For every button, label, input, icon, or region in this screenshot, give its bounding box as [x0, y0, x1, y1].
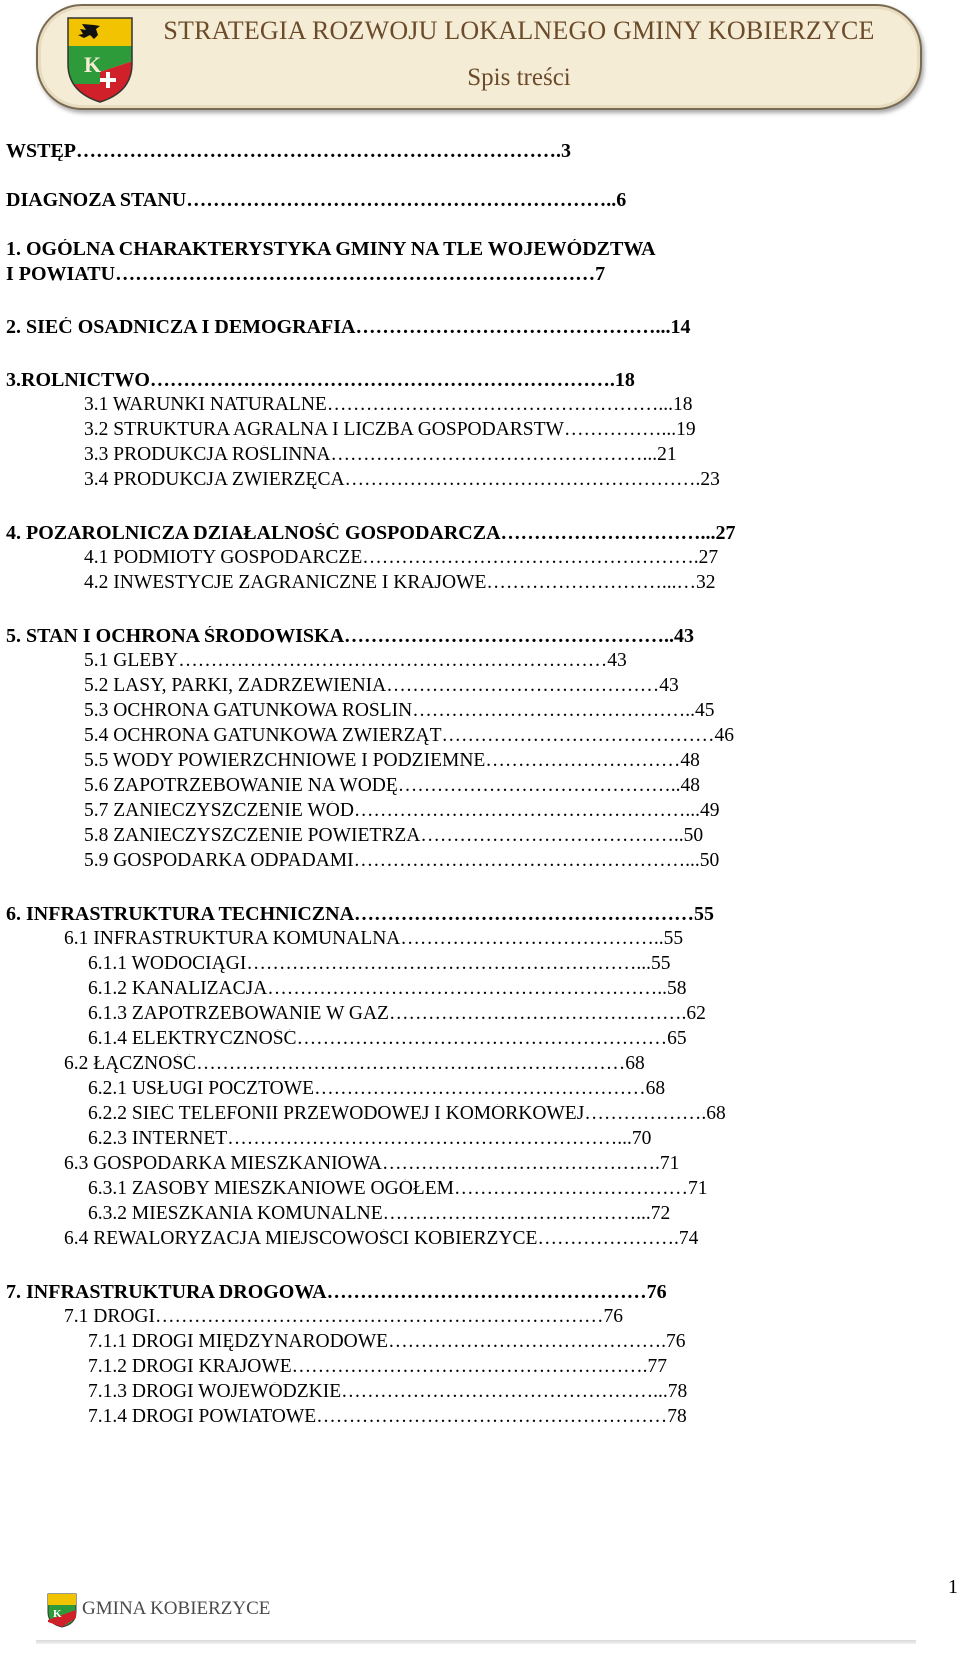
toc-entry[interactable]: [6, 190, 844, 210]
toc-entry-title: 5.1 GLEBY: [84, 651, 179, 671]
toc-entry-page: 58: [667, 979, 687, 999]
toc-entry-title: 6.1.4 ELEKTRYCZNOŚĆ: [88, 1029, 297, 1049]
toc-entry[interactable]: [84, 726, 852, 746]
toc-entry-leader: ……………………………………………….: [344, 470, 701, 490]
svg-text:K: K: [53, 1608, 62, 1620]
toc-entry-leader: ……………………………………………….: [291, 1357, 648, 1377]
toc-entry-page: 49: [700, 801, 720, 821]
toc-entry-page: 45: [695, 701, 715, 721]
footer-divider: [36, 1640, 916, 1644]
toc-entry-title: DIAGNOZA STANU: [6, 190, 187, 210]
toc-entry[interactable]: [84, 851, 852, 871]
toc-entry-title: 5.2 LASY, PARKI, ZADRZEWIENIA: [84, 676, 387, 696]
toc-entry-title: 4. POZAROLNICZA DZIAŁALNOŚĆ GOSPODARCZA: [6, 523, 501, 543]
toc-entry-title: 2. SIEĆ OSADNICZA I DEMOGRAFIA: [6, 317, 356, 337]
toc-entry-page: 55: [650, 954, 671, 974]
toc-entry-page: 50: [699, 851, 720, 871]
toc-entry[interactable]: [84, 420, 854, 440]
toc-entry-page: 27: [698, 548, 719, 568]
toc-entry[interactable]: [84, 751, 852, 771]
toc-entry[interactable]: [84, 801, 852, 821]
page-number: 1: [948, 1576, 958, 1598]
toc-entry[interactable]: [6, 264, 844, 284]
toc-entry-page: 14: [670, 317, 691, 337]
toc-entry[interactable]: [6, 523, 852, 543]
toc-entry-page: 48: [680, 751, 700, 771]
toc-entry[interactable]: [84, 826, 852, 846]
toc-entry-title: 6.2.3 INTERNET: [88, 1129, 228, 1149]
toc-entry-page: 19: [676, 420, 696, 440]
toc-entry-leader: ……………………………………….: [388, 1004, 687, 1024]
toc-entry-leader: ………………………………………………………..: [186, 190, 617, 210]
toc-entry[interactable]: [6, 317, 848, 337]
toc-entry[interactable]: [88, 1029, 854, 1049]
toc-entry-title: 3.1 WARUNKI NATURALNE: [84, 395, 327, 415]
toc-entry[interactable]: [88, 1079, 854, 1099]
toc-entry-page: 78: [667, 1407, 687, 1427]
toc-entry-leader: ……………………………………………...: [353, 801, 701, 821]
toc-entry-page: 18: [614, 370, 635, 390]
toc-entry-page: 71: [687, 1179, 708, 1199]
toc-entry[interactable]: [84, 701, 852, 721]
toc-entry[interactable]: [84, 776, 852, 796]
toc-entry-title: 6.2 ŁĄCZNOŚĆ: [64, 1054, 197, 1074]
toc-entry[interactable]: [84, 676, 852, 696]
toc-entry-leader: …………………………………..: [420, 826, 684, 846]
toc-entry-page: 68: [625, 1054, 645, 1074]
toc-entry-leader: …………………………………….: [388, 1332, 666, 1352]
toc-entry[interactable]: [88, 1129, 854, 1149]
toc-entry-leader: …………………………………………...: [341, 1382, 668, 1402]
toc-entry-leader: ……………………………………..: [397, 776, 681, 796]
toc-entry-title: 5.8 ZANIECZYSZCZENIE POWIETRZA: [84, 826, 421, 846]
toc-heading: Spis treści: [467, 64, 571, 91]
toc-entry-title: 6.2.2 SIEĆ TELEFONII PRZEWODOWEJ I KOMÓRKOWEJ: [88, 1104, 585, 1124]
toc-entry-page: 68: [645, 1079, 666, 1099]
toc-entry-page: 72: [650, 1204, 671, 1224]
toc-entry-leader: ………………………………………………: [316, 1407, 668, 1427]
toc-entry[interactable]: [88, 954, 854, 974]
toc-entry[interactable]: [88, 1332, 854, 1352]
toc-entry-page: 43: [607, 651, 627, 671]
toc-entry-title: 5.5 WODY POWIERZCHNIOWE I PODZIEMNE: [84, 751, 486, 771]
toc-entry-page: 46: [714, 726, 734, 746]
footer-coat-of-arms-logo: [46, 1592, 78, 1628]
toc-entry-title: WSTĘP: [6, 141, 77, 161]
toc-entry-page: 62: [686, 1004, 706, 1024]
toc-entry[interactable]: [6, 904, 848, 924]
toc-entry-title: 6.1.3 ZAPOTRZEBOWANIE W GAZ: [88, 1004, 389, 1024]
toc-entry-title: 5.6 ZAPOTRZEBOWANIE NA WODĘ: [84, 776, 398, 796]
toc-entry[interactable]: [88, 1407, 854, 1427]
toc-entry-leader: ……………………………………………………………….: [76, 141, 562, 161]
toc-entry-leader: ……………………………………: [386, 676, 660, 696]
toc-entry-title: 5.4 OCHRONA GATUNKOWA ZWIERZĄT: [84, 726, 442, 746]
toc-entry-title: 7.1.1 DROGI MIĘDZYNARODOWE: [88, 1332, 389, 1352]
toc-entry[interactable]: [6, 1282, 846, 1302]
toc-entry[interactable]: [6, 141, 850, 161]
toc-entry-page: 55: [663, 929, 684, 949]
toc-entry-title: 5.3 OCHRONA GATUNKOWA ROŚLIN: [84, 701, 413, 721]
toc-entry-page: 74: [678, 1229, 699, 1249]
toc-entry-leader: ……………………………………..: [412, 701, 696, 721]
toc-entry-leader: ……………………………………………...: [326, 395, 673, 415]
toc-entry-leader: ……………...: [563, 420, 677, 440]
toc-entry-page: 76: [646, 1282, 667, 1302]
toc-entry-leader: ……………………………………………………………: [155, 1307, 604, 1327]
toc-entry-title: 4.1 PODMIOTY GOSPODARCZE: [84, 548, 363, 568]
toc-entry-leader: ……………………………………: [441, 726, 715, 746]
toc-entry-leader: ……………………………………………………..: [267, 979, 668, 999]
toc-entry-title: 3.4 PRODUKCJA ZWIERZĘCA: [84, 470, 345, 490]
toc-entry-title: 5.7 ZANIECZYSZCZENIE WÓD: [84, 801, 354, 821]
toc-entry[interactable]: [64, 1054, 854, 1074]
toc-entry[interactable]: [64, 929, 854, 949]
toc-entry-page: 27: [715, 523, 736, 543]
toc-entry-page: 32: [696, 573, 716, 593]
toc-entry-page: 70: [631, 1129, 652, 1149]
toc-entry-leader: ……………………………………………...: [353, 851, 700, 871]
toc-entry[interactable]: [84, 470, 854, 490]
toc-entry[interactable]: [88, 1179, 854, 1199]
toc-entry-title: 7.1 DROGI: [64, 1307, 155, 1327]
toc-entry-title: 6.3.2 MIESZKANIA KOMUNALNE: [88, 1204, 383, 1224]
toc-entry-title: 6.3.1 ZASOBY MIESZKANIOWE OGÓŁEM: [88, 1179, 454, 1199]
toc-entry-title: 5.9 GOSPODARKA ODPADAMI: [84, 851, 354, 871]
toc-entry[interactable]: [64, 1229, 854, 1249]
document-title: STRATEGIA ROZWOJU LOKALNEGO GMINY KOBIERZYCE: [163, 16, 875, 45]
toc-entry-title: 6.1.1 WODOCIĄGI: [88, 954, 247, 974]
toc-entry[interactable]: [88, 979, 854, 999]
toc-entry-leader: …………………………………………..: [344, 626, 675, 646]
toc-entry[interactable]: [88, 1004, 854, 1024]
toc-entry[interactable]: [88, 1357, 854, 1377]
toc-entry-page: 6: [616, 190, 627, 210]
toc-entry-title: 5. STAN I OCHRONA ŚRODOWISKA: [6, 626, 345, 646]
toc-entry-page: 3: [561, 141, 572, 161]
toc-entry-title: 7.1.2 DROGI KRAJOWE: [88, 1357, 292, 1377]
toc-entry-page: 50: [683, 826, 704, 846]
toc-entry-page: 55: [694, 904, 715, 924]
toc-entry-page: 43: [659, 676, 679, 696]
toc-entry[interactable]: [88, 1104, 854, 1124]
toc-entry-title: 6.2.1 USŁUGI POCZTOWE: [88, 1079, 315, 1099]
toc-entry-page: 43: [674, 626, 695, 646]
toc-entry-leader: ……………………………………………………...: [246, 954, 651, 974]
toc-entry-page: 65: [667, 1029, 687, 1049]
toc-entry-page: 23: [700, 470, 720, 490]
toc-entry-leader: ………………………………: [453, 1179, 688, 1199]
toc-entry[interactable]: [6, 370, 848, 390]
toc-entry-leader: ……………………………………………: [354, 904, 695, 924]
toc-entry-title: 3.ROLNICTWO: [6, 370, 150, 390]
toc-entry-leader: ……………………………………………: [314, 1079, 646, 1099]
toc-entry[interactable]: [64, 1307, 854, 1327]
svg-text:K: K: [84, 52, 102, 77]
toc-entry-leader: …………………………………….: [381, 1154, 660, 1174]
toc-entry[interactable]: [84, 548, 854, 568]
toc-entry-title: 6.1.2 KANALIZACJA: [88, 979, 268, 999]
toc-entry-title: 3.2 STRUKTURA AGRALNA I LICZBA GOSPODARSTW: [84, 420, 564, 440]
toc-entry[interactable]: [84, 651, 852, 671]
toc-entry-page: 21: [657, 445, 677, 465]
toc-entry-title: 6.3 GOSPODARKA MIESZKANIOWA: [64, 1154, 382, 1174]
toc-entry-leader: …………………………………..: [400, 929, 664, 949]
toc-entry-page: 77: [647, 1357, 668, 1377]
toc-entry[interactable]: [6, 239, 730, 259]
toc-entry-leader: …………………………………………………: [296, 1029, 668, 1049]
toc-entry-title: 7.1.3 DROGI WOJEWÓDZKIE: [88, 1382, 342, 1402]
toc-entry-title: I POWIATU: [6, 264, 116, 284]
toc-entry-leader: …………………………………………………………: [196, 1054, 626, 1074]
toc-entry-page: 76: [665, 1332, 686, 1352]
toc-entry-leader: ………………….: [537, 1229, 679, 1249]
toc-entry-page: 18: [672, 395, 693, 415]
toc-entry-leader: …………………………………………….: [362, 548, 699, 568]
toc-entry[interactable]: [84, 573, 852, 593]
toc-entry-title: 1. OGÓLNA CHARAKTERYSTYKA GMINY NA TLE WOJEWÓDZTWA: [6, 239, 656, 259]
toc-entry-page: 71: [659, 1154, 680, 1174]
toc-entry-leader: ………………………………………………………………: [115, 264, 596, 284]
toc-entry[interactable]: [88, 1382, 854, 1402]
toc-entry-leader: …………………………: [485, 751, 681, 771]
toc-entry[interactable]: [6, 626, 854, 646]
toc-entry-title: 4.2 INWESTYCJE ZAGRANICZNE I KRAJOWE: [84, 573, 487, 593]
footer-brand: GMINA KOBIERZYCE: [82, 1598, 271, 1619]
toc-entry-page: 7: [595, 264, 606, 284]
toc-entry-page: 68: [706, 1104, 726, 1124]
toc-entry-page: 76: [603, 1307, 623, 1327]
toc-entry-leader: …………………………………………………………….: [149, 370, 615, 390]
toc-entry[interactable]: [84, 445, 854, 465]
toc-entry-leader: ……………….: [584, 1104, 707, 1124]
toc-entry[interactable]: [88, 1204, 854, 1224]
toc-entry[interactable]: [64, 1154, 854, 1174]
toc-entry-page: 48: [680, 776, 701, 796]
toc-entry-leader: …………………………...: [500, 523, 716, 543]
toc-entry-leader: …………………………………...: [382, 1204, 651, 1224]
toc-entry-leader: ………………………………………...: [355, 317, 671, 337]
toc-entry-page: 78: [667, 1382, 688, 1402]
toc-entry-leader: ……………………………………………………...: [227, 1129, 632, 1149]
toc-entry-leader: ………………………...…: [486, 573, 697, 593]
toc-entry-title: 6. INFRASTRUKTURA TECHNICZNA: [6, 904, 355, 924]
toc-entry-leader: …………………………………………………………: [178, 651, 608, 671]
toc-entry-leader: …………………………………………...: [330, 445, 658, 465]
toc-entry-title: 6.1 INFRASTRUKTURA KOMUNALNA: [64, 929, 401, 949]
toc-entry-title: 3.3 PRODUKCJA ROŚLINNA: [84, 445, 331, 465]
toc-entry-leader: …………………………………………: [326, 1282, 647, 1302]
toc-entry[interactable]: [84, 395, 852, 415]
toc-entry-title: 6.4 REWALORYZACJA MIEJSCOWOŚCI KOBIERZYCE: [64, 1229, 538, 1249]
toc-entry-title: 7. INFRASTRUKTURA DROGOWA: [6, 1282, 327, 1302]
toc-entry-title: 7.1.4 DROGI POWIATOWE: [88, 1407, 317, 1427]
